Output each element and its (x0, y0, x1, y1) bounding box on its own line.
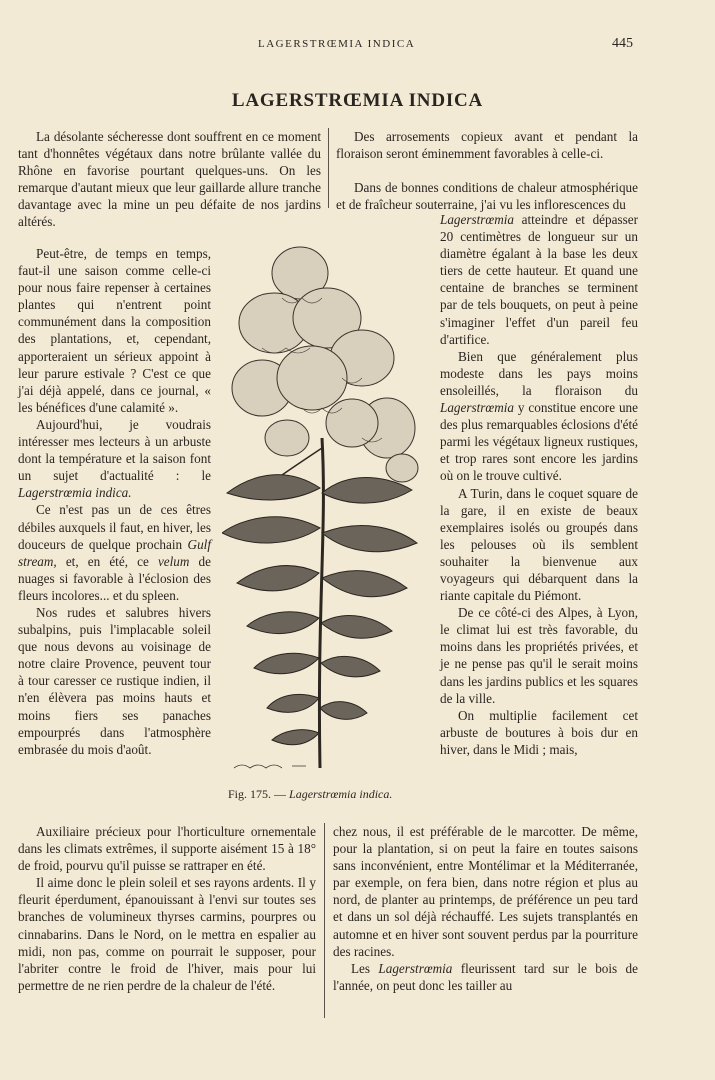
left-column (18, 128, 321, 231)
column-divider (328, 128, 329, 208)
paragraph: On multiplie facilement cet arbuste de boutures à bois dur en hiver, dans le Midi ; mais, (440, 707, 638, 757)
paragraph: Il aime donc le plein soleil et ses rayons ardents. Il y fleurit éperdument, épanouissant à l'envi sur toutes ses branches de volumineux thyrses carmins, pourpres ou cinnabarins. Dans le Nord, on le mettra en espalier au midi, non pas, comme on pourrait le supposer, pour l'abriter contre le froid de l'hiver, mais pour lui permettre de ne rien perdre de la chaleur de l'été. (18, 875, 316, 993)
flower-cluster (232, 247, 418, 482)
paragraph: Des arrosements copieux avant et pendant la floraison seront éminemment favorables à celle-ci. (336, 129, 638, 162)
paragraph: Auxiliaire précieux pour l'horticulture ornementale dans les climats extrêmes, il supporte aisément 15 à 18° de froid, pourvu qu'il puisse se rattraper en été. (18, 824, 316, 874)
page-number: 445 (612, 36, 633, 51)
left-column-narrow (18, 245, 211, 758)
paragraph: Nos rudes et salubres hivers subalpins, puis l'implacable soleil que nous devons au voisinage de notre claire Provence, peuvent tour à tour caresser ce rustique indien, il n'en élèvera pas moins hauts et moins fiers ses panaches empourprés dans l'atmosphère embrasée du mois d'août. (18, 604, 211, 757)
paragraph: Peut-être, de temps en temps, faut-il une saison comme celle-ci pour nous faire repenser à certaines plantes qui n'entrent point communément dans la composition des plantations, et, cependant, apporteraient un sérieux appoint à leur parure estivale ? C'est ce que j'ai déjà appelé, dans ce journal, « les bénéfices d'une calamité ». (18, 246, 211, 415)
paragraph: chez nous, il est préférable de le marcotter. De même, pour la plantation, si on peut la faire en toutes saisons sans inconvénient, entre Montélimar et la Méditerranée, par exemple, on fera bien, dans notre région et plus au nord, de planter au printemps, de préférence un peu tard et dans un sol déjà réchauffé. Les sujets transplantés en automne et en hiver sont souvent perdus par la pourriture des racines. (333, 824, 638, 959)
bottom-right-column (333, 823, 638, 994)
right-column (336, 128, 638, 162)
article-title: LAGERSTRŒMIA INDICA (231, 90, 484, 111)
column-divider-bottom (324, 823, 325, 1018)
paragraph: La désolante sécheresse dont souffrent en ce moment tant d'honnêtes végétaux dans notre brûlante vallée du Rhône en favorise pourtant quelques-uns. On les remarque d'autant mieux que leur gaillarde allure tranche davantage avec la mine un peu défaite de nos jardins altérés. (18, 129, 321, 230)
paragraph: Bien que généralement plus modeste dans les pays moins ensoleillés, la floraison du Lagerstrœmia y constitue encore une des plus remarquables éclosions d'été parmi les végétaux ligneux rustiques, et trop rares sont encore les jardins où on le trouve cultivé. (440, 348, 638, 484)
lagerstroemia-drawing (222, 228, 432, 788)
right-column-wide (336, 179, 638, 213)
right-column-narrow (440, 211, 638, 758)
engraver-signature (234, 765, 306, 768)
figure-caption: Fig. 175. — Lagerstrœmia indica. (228, 787, 393, 801)
paragraph: Lagerstrœmia atteindre et dépasser 20 centimètres de longueur sur un diamètre égalant à la base les deux tiers de cette hauteur. Et quand une centaine de branches se terminent par de tels bouquets, on peut à peine s'imaginer l'effet d'un pareil feu d'artifice. (440, 212, 638, 347)
running-title: LAGERSTRŒMIA INDICA (258, 38, 416, 50)
paragraph: Aujourd'hui, je voudrais intéresser mes lecteurs à un arbuste dont la température et la saison font un sujet d'actualité : le Lagerstrœmia indica. (18, 416, 211, 501)
paragraph: Les Lagerstrœmia fleurissent tard sur le bois de l'année, on peut donc les tailler au (333, 960, 638, 993)
paragraph: Dans de bonnes conditions de chaleur atmosphérique et de fraîcheur souterraine, j'ai vu les inflorescences du (336, 180, 638, 213)
paragraph: A Turin, dans le coquet square de la gare, il en existe de beaux exemplaires isolés ou groupés dans les pelouses où ils semblent souhaiter la bienvenue aux voyageurs qui débarquent dans la riante capitale du Piémont. (440, 485, 638, 604)
paragraph: Ce n'est pas un de ces êtres débiles auxquels il faut, en hiver, les douceurs de quelque prochain Gulf stream, et, en été, ce velum de nuages si favorable à l'éclosion des fleurs incolores... et du spleen. (18, 502, 211, 603)
flowering-branch-illustration (222, 228, 432, 788)
paragraph: De ce côté-ci des Alpes, à Lyon, le climat lui est très favorable, du moins dans les propriétés privées, et je ne pense pas qu'il le serait moins dans les jardins publics et les squares de la ville. (440, 605, 638, 706)
bottom-left-column (18, 823, 316, 994)
